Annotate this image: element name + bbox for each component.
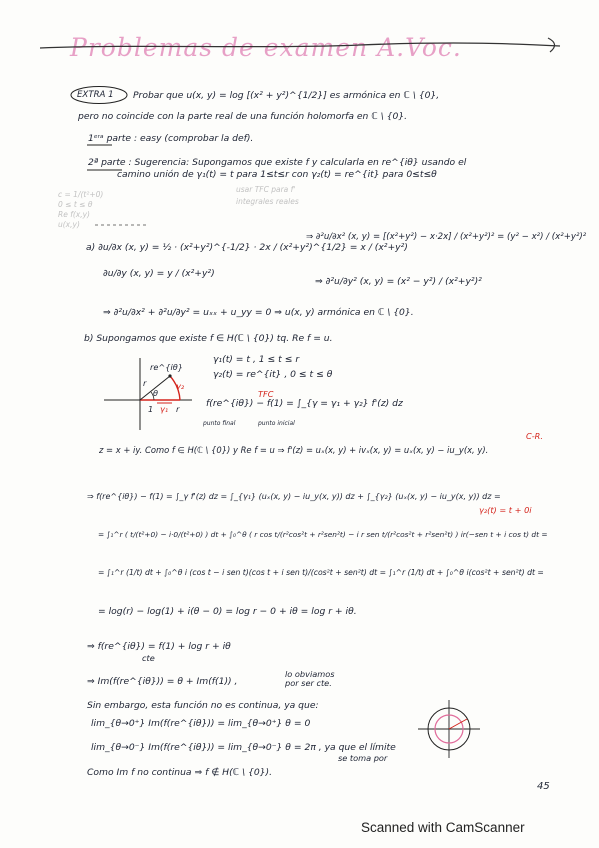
im-note: lo obviamos — [285, 669, 335, 679]
diagram-label-theta: θ — [153, 388, 159, 398]
page-number: 45 — [537, 781, 550, 792]
diagram-label-axis-r: r — [176, 404, 180, 414]
ghost-text: c = 1/(t²+0) — [58, 190, 104, 199]
conclusion: Como Im f no continua ⇒ f ∉ H(ℂ \ {0}). — [87, 767, 273, 778]
sin-embargo: Sin embargo, esta función no es continua, ya que: — [87, 700, 319, 711]
result-line: ⇒ f(re^{iθ}) = f(1) + log r + iθ — [87, 641, 231, 652]
derivation-line: = ∫₁^r (1/t) dt + ∫₀^θ i (cos t − i sen t)(cos t + i sen t)/(cos²t + sen²t) dt = ∫₁^r (1/t) dt + ∫₀^θ i(cos²t + sen²t) dt = — [98, 568, 544, 577]
part-two-cont: camino unión de γ₁(t) = t para 1≤t≤r con γ₂(t) = re^{it} para 0≤t≤θ — [117, 169, 437, 180]
section-a-line: ∂u/∂y (x, y) = y / (x²+y²) — [103, 268, 215, 279]
section-a-line: ⇒ ∂²u/∂y² (x, y) = (x² − y²) / (x²+y²)² — [315, 276, 482, 287]
ghost-text: u(x,y) — [58, 220, 80, 229]
section-a-line: a) ∂u/∂x (x, y) = ½ · (x²+y²)^{-1/2} · 2x / (x²+y²)^{1/2} = x / (x²+y²) — [86, 242, 408, 253]
label-initial-point: punto inicial — [258, 420, 295, 427]
section-a-line: ⇒ ∂²u/∂x² (x, y) = [(x²+y²) − x·2x] / (x²+y²)² = (y² − x²) / (x²+y²)² — [306, 232, 587, 242]
cte-label: cte — [142, 653, 155, 663]
limit-line: lim_{θ→0⁺} Im(f(re^{iθ})) = lim_{θ→0⁺} θ = 0 — [91, 718, 311, 729]
tfc-label: TFC — [258, 389, 274, 399]
part-two: 2ª parte : Sugerencia: Supongamos que existe f y calcularla en re^{iθ} usando el — [88, 157, 467, 168]
page-title: Problemas de examen A.Voc. — [70, 33, 462, 62]
diagram-label-one: 1 — [148, 404, 154, 414]
derivation-line: = ∫₁^r ( t/(t²+0) − i·0/(t²+0) ) dt + ∫₀^θ ( r cos t/(r²cos²t + r²sen²t) − i r sen t/(r²cos²t + r²sen²t) ) ir(−sen t + i cos t) dt = — [98, 530, 548, 539]
statement-line: pero no coincide con la parte real de una función holomorfa en ℂ \ {0}. — [78, 111, 408, 122]
section-b-intro: b) Supongamos que existe f ∈ H(ℂ \ {0}) tq. Re f = u. — [84, 333, 333, 344]
camscanner-footer: Scanned with CamScanner — [361, 820, 525, 835]
limit-line: lim_{θ→0⁻} Im(f(re^{iθ})) = lim_{θ→0⁻} θ = 2π , ya que el límite — [91, 742, 396, 753]
ghost-text: Re f(x,y) — [58, 210, 90, 219]
ghost-text: integrales reales — [236, 197, 299, 206]
section-a-conclusion: ⇒ ∂²u/∂x² + ∂²u/∂y² = uₓₓ + u_yy = 0 ⇒ u(x, y) armónica en ℂ \ {0}. — [103, 307, 414, 318]
diagram-label-gamma2: γ₂ — [176, 381, 185, 391]
gamma-note: γ₂(t) = t + 0i — [479, 505, 532, 515]
ghost-text: 0 ≤ t ≤ θ — [58, 200, 93, 209]
statement-line: Probar que u(x, y) = log [(x² + y²)^{1/2}] es armónica en ℂ \ {0}, — [133, 90, 440, 101]
im-note: por ser cte. — [285, 678, 332, 688]
extra-label: EXTRA 1 — [77, 90, 114, 100]
diagram-label-gamma1: γ₁ — [160, 404, 169, 414]
limit-line: se toma por — [338, 753, 388, 763]
derivation-line: = log(r) − log(1) + i(θ − 0) = log r − 0 + iθ = log r + iθ. — [98, 606, 357, 617]
part-one: 1ᵉʳᵃ parte : easy (comprobar la def). — [88, 133, 254, 144]
path-gamma2: γ₂(t) = re^{it} , 0 ≤ t ≤ θ — [213, 369, 333, 380]
ghost-text: usar TFC para f' — [236, 185, 296, 194]
cauchy-riemann-line: z = x + iy. Como f ∈ H(ℂ \ {0}) y Re f = u ⇒ f'(z) = uₓ(x, y) + ivₓ(x, y) = uₓ(x, y) − iu_y(x, y). — [99, 445, 489, 455]
diagram-label-reit: re^{iθ} — [150, 362, 183, 372]
tfc-equation: f(re^{iθ}) − f(1) = ∫_{γ = γ₁ + γ₂} f'(z) dz — [206, 398, 403, 409]
path-gamma1: γ₁(t) = t , 1 ≤ t ≤ r — [213, 354, 300, 365]
label-final-point: punto final — [203, 420, 236, 427]
derivation-line: ⇒ f(re^{iθ}) − f(1) = ∫_γ f'(z) dz = ∫_{γ₁} (uₓ(x, y) − iu_y(x, y)) dz + ∫_{γ₂} (uₓ(x, y) − iu_y(x, y)) dz = — [87, 492, 501, 501]
diagram-label-r: r — [143, 378, 147, 388]
cr-label: C-R. — [526, 431, 543, 441]
imaginary-line: ⇒ Im(f(re^{iθ})) = θ + Im(f(1)) , — [87, 676, 238, 687]
